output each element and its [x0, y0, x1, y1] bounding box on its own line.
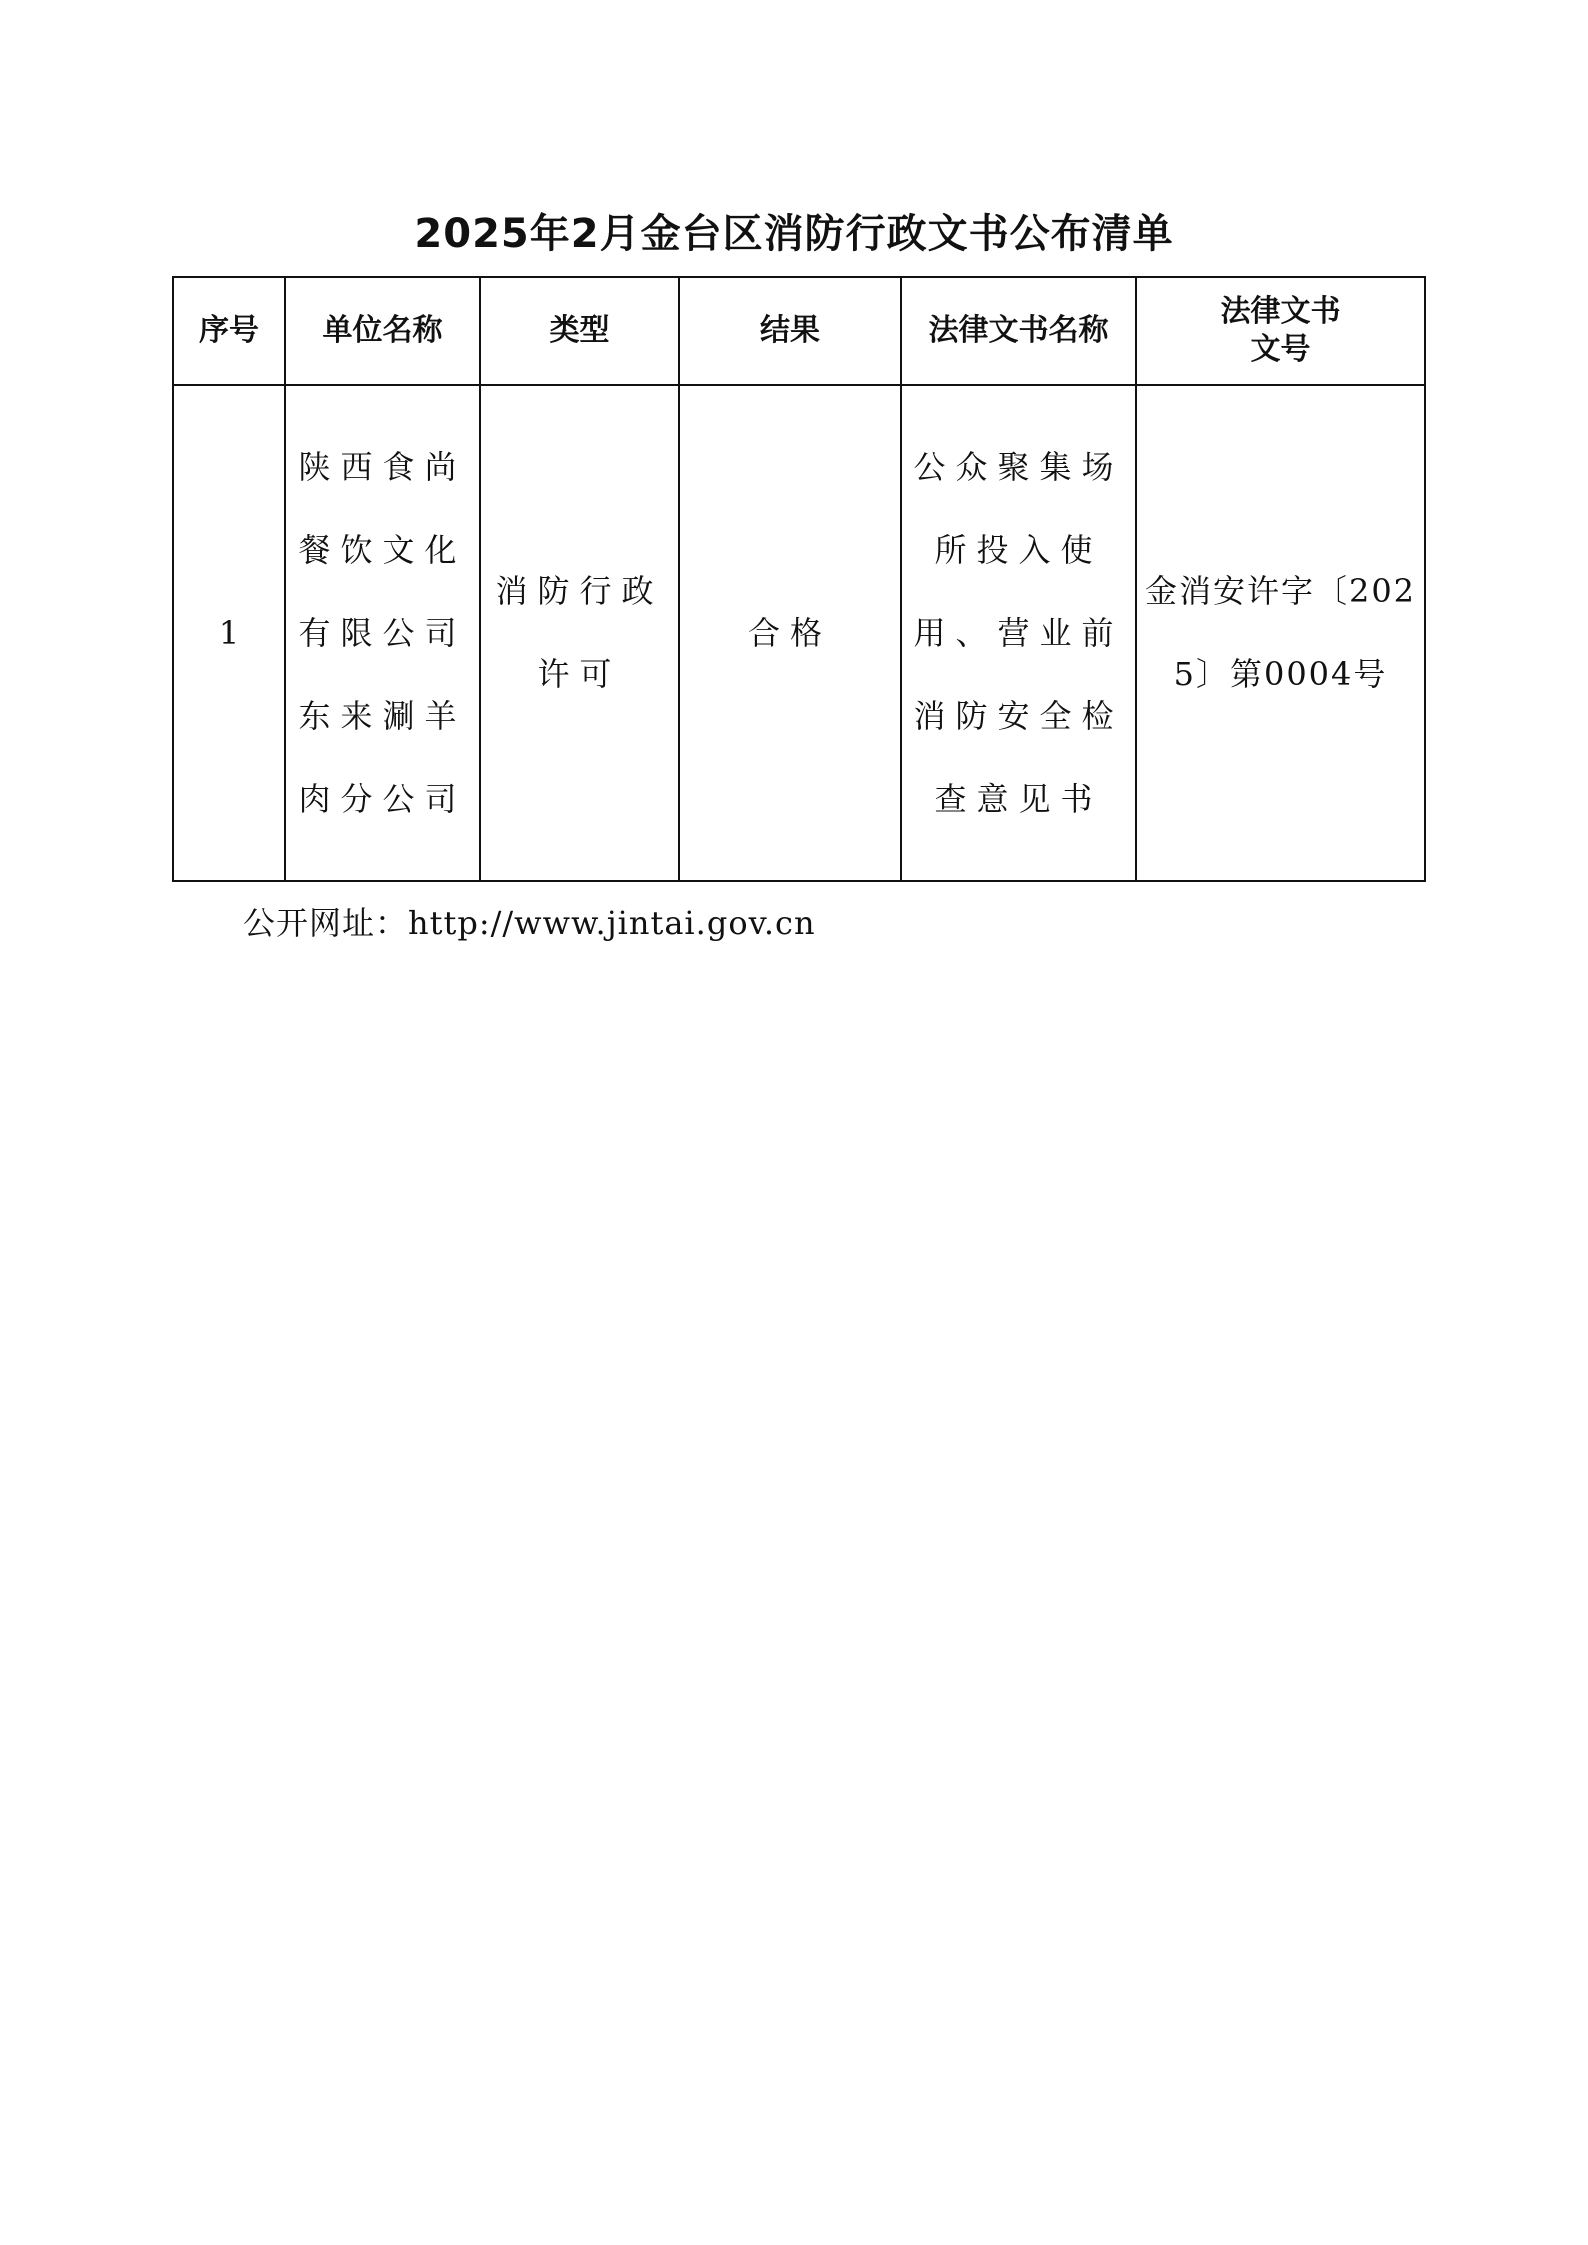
header-seq: 序号 [173, 277, 285, 385]
public-url-link[interactable]: http://www.jintai.gov.cn [408, 904, 816, 942]
header-unit-name: 单位名称 [285, 277, 480, 385]
doc-no-value: 金消安许字〔2025〕第0004号 [1144, 572, 1417, 693]
header-doc-no [1136, 277, 1425, 385]
seq-value: 1 [218, 613, 240, 652]
result-value: 合格 [747, 613, 832, 652]
cell-type [480, 385, 679, 881]
header-type: 类型 [480, 277, 679, 385]
cell-result [679, 385, 901, 881]
page-title: 2025年2月金台区消防行政文书公布清单 [414, 211, 1174, 257]
cell-doc-name [901, 385, 1136, 881]
cell-unit-name [285, 385, 480, 881]
public-url-line [243, 902, 816, 944]
doc-name-value: 公众聚集场所投入使用、营业前消防安全检查意见书 [913, 447, 1124, 818]
table-row [173, 385, 1425, 881]
public-url-label: 公开网址： [243, 904, 409, 942]
type-value: 消防行政许可 [495, 572, 664, 693]
table-header-row [173, 277, 1425, 385]
header-doc-no-line2: 文号 [1250, 332, 1311, 367]
unit-name-value: 陕西食尚餐饮文化有限公司东来涮羊肉分公司 [298, 447, 467, 818]
cell-seq [173, 385, 285, 881]
notice-table [172, 276, 1426, 882]
cell-doc-no [1136, 385, 1425, 881]
header-result: 结果 [679, 277, 901, 385]
header-doc-no-line1: 法律文书 [1220, 294, 1341, 329]
header-doc-name: 法律文书名称 [901, 277, 1136, 385]
